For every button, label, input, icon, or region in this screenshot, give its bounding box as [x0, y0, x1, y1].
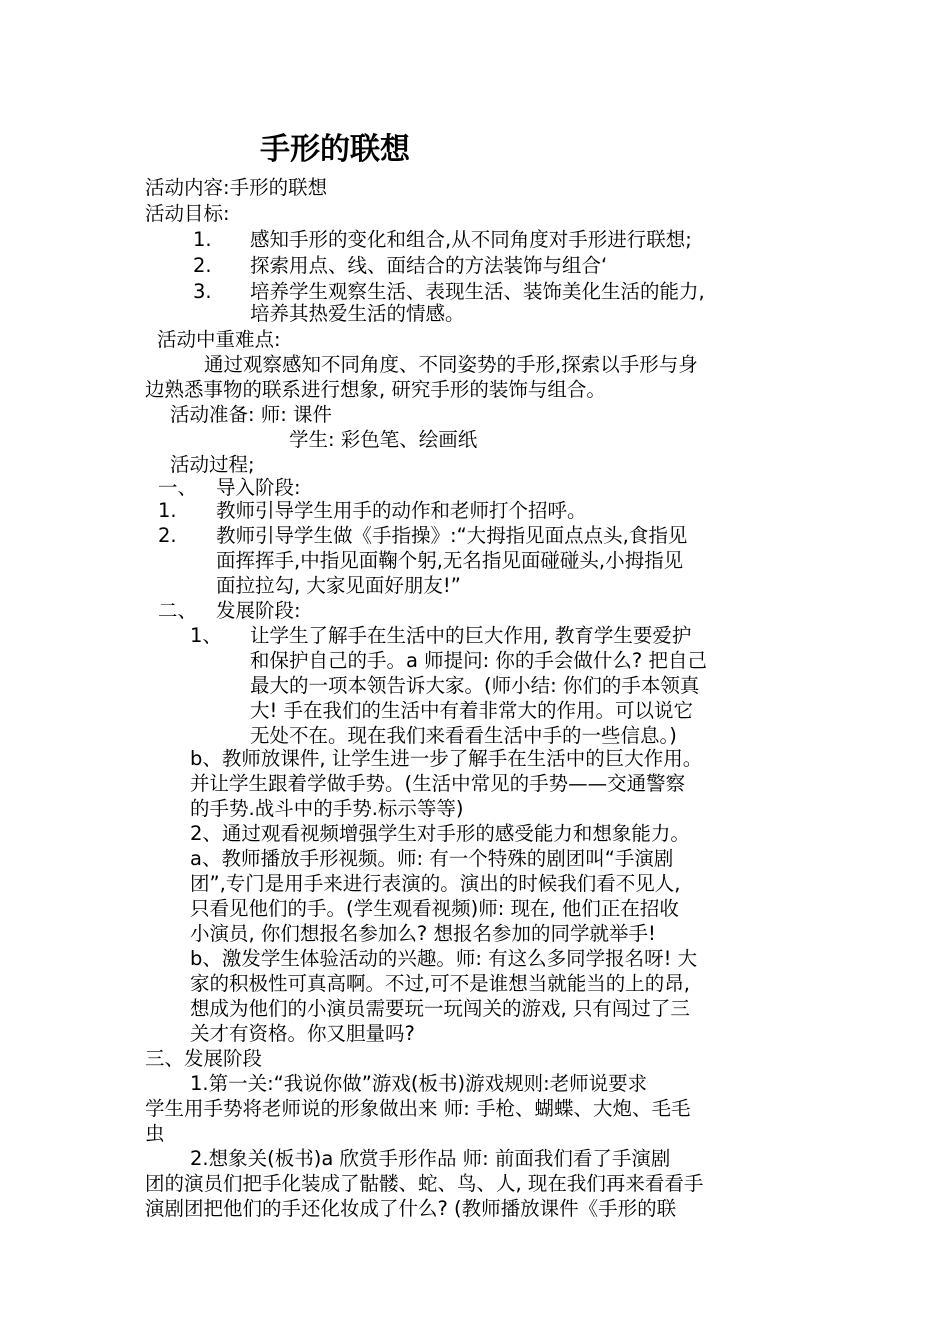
page-title: 手形的联想 [260, 132, 410, 167]
